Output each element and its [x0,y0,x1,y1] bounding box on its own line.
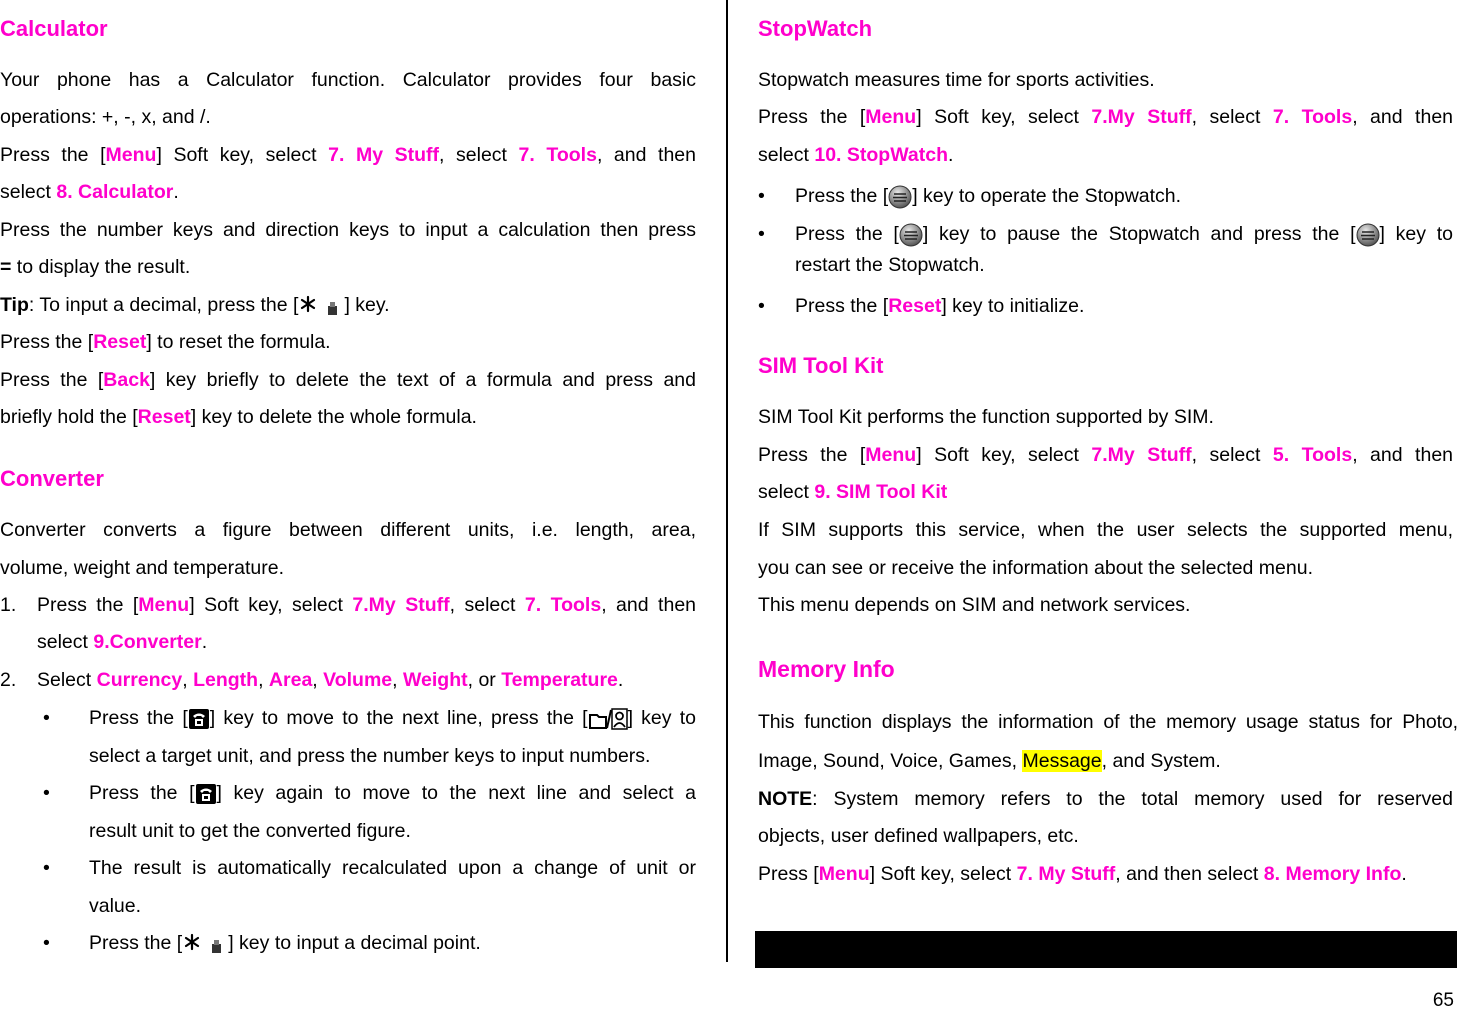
highlighted-word: Message [1022,750,1102,772]
calculator-heading: Calculator [0,16,108,41]
column-divider [726,0,728,962]
nav-key-icon [588,708,628,730]
calculator-input-line2: = to display the result. [0,256,191,278]
memory-intro-line2: Image, Sound, Voice, Games, Message, and System. [758,750,1221,772]
converter-step-1-cont: select 9.Converter. [37,631,208,653]
ok-key-icon [899,223,923,247]
memory-note-line2: objects, user defined wallpapers, etc. [758,825,1079,847]
converter-step-1: 1. Press the [Menu] Soft key, select 7.My Stuff, select 7. Tools, and then [0,594,697,616]
star-key-icon [298,295,344,317]
calculator-tip: Tip: To input a decimal, press the [ ] key. [0,294,390,316]
memory-info-heading: Memory Info [758,656,895,682]
memory-intro-line1: This function displays the information of the memory usage status for Photo, [758,711,1458,733]
stopwatch-intro: Stopwatch measures time for sports activities. [758,69,1155,91]
memory-note-line1: NOTE: System memory refers to the total memory used for reserved [758,788,1453,810]
sim-desc-line2: you can see or receive the information about the selected menu. [758,557,1313,579]
converter-heading: Converter [0,466,104,491]
sim-nav-line1: Press the [Menu] Soft key, select 7.My Stuff, select 5. Tools, and then [758,444,1454,466]
memory-nav: Press [Menu] Soft key, select 7. My Stuff, and then select 8. Memory Info. [758,863,1407,885]
calculator-reset: Press the [Reset] to reset the formula. [0,331,331,353]
calculator-nav-line2: select 8. Calculator. [0,181,179,203]
star-key-icon [182,933,228,955]
converter-bullet-3: • The result is automatically recalculated upon a change of unit or value. [43,857,696,917]
calculator-back-line2: briefly hold the [Reset] key to delete the whole formula. [0,406,477,428]
stopwatch-heading: StopWatch [758,16,873,41]
calculator-input-line1: Press the number keys and direction keys to input a calculation then press [0,219,696,241]
sim-desc-line3: This menu depends on SIM and network services. [758,594,1191,616]
stopwatch-bullet-2: • Press the [ ] key to pause the Stopwatch and press the [ ] key to restart the Stopwatch. [758,223,1453,276]
sim-desc-line1: If SIM supports this service, when the user selects the supported menu, [758,519,1453,541]
sim-tool-kit-heading: SIM Tool Kit [758,353,884,378]
sim-nav-line2: select 9. SIM Tool Kit [758,481,948,503]
sim-intro: SIM Tool Kit performs the function supported by SIM. [758,406,1214,428]
calculator-back-line1: Press the [Back] key briefly to delete the text of a formula and press and [0,369,696,391]
stopwatch-nav-line1: Press the [Menu] Soft key, select 7.My Stuff, select 7. Tools, and then [758,106,1454,128]
converter-step-2: 2. Select Currency, Length, Area, Volume, Weight, or Temperature. [0,669,624,691]
menu-key-label: Menu [105,144,157,166]
converter-intro-line2: volume, weight and temperature. [0,557,284,579]
stopwatch-nav-line2: select 10. StopWatch. [758,144,954,166]
ok-key-icon [888,185,912,209]
stopwatch-bullet-1: • Press the [ ] key to operate the Stopwatch. [758,185,1182,207]
footer-black-bar [755,931,1457,968]
ok-key-icon [1356,223,1380,247]
calculator-nav-line1: Press the [Menu] Soft key, select 7. My Stuff, select 7. Tools, and then [0,144,696,166]
phone-key-icon [188,708,210,730]
calculator-intro-line1: Your phone has a Calculator function. Calculator provides four basic [0,69,696,91]
converter-bullet-2: • Press the [ ] key again to move to the next line and select a result unit to get the converted figure. [43,782,696,842]
page-number: 65 [1432,990,1454,1011]
calculator-intro-line2: operations: +, -, x, and /. [0,106,211,128]
converter-bullet-4: • Press the [ ] key to input a decimal point. [43,932,481,954]
stopwatch-bullet-3: • Press the [Reset] key to initialize. [758,295,1085,317]
phone-key-icon [195,783,217,805]
converter-bullet-1: • Press the [ ] key to move to the next line, press the [ ] key to select a target unit, and press the number keys to input numbers. [43,707,696,767]
converter-intro-line1: Converter converts a figure between different units, i.e. length, area, [0,519,696,541]
